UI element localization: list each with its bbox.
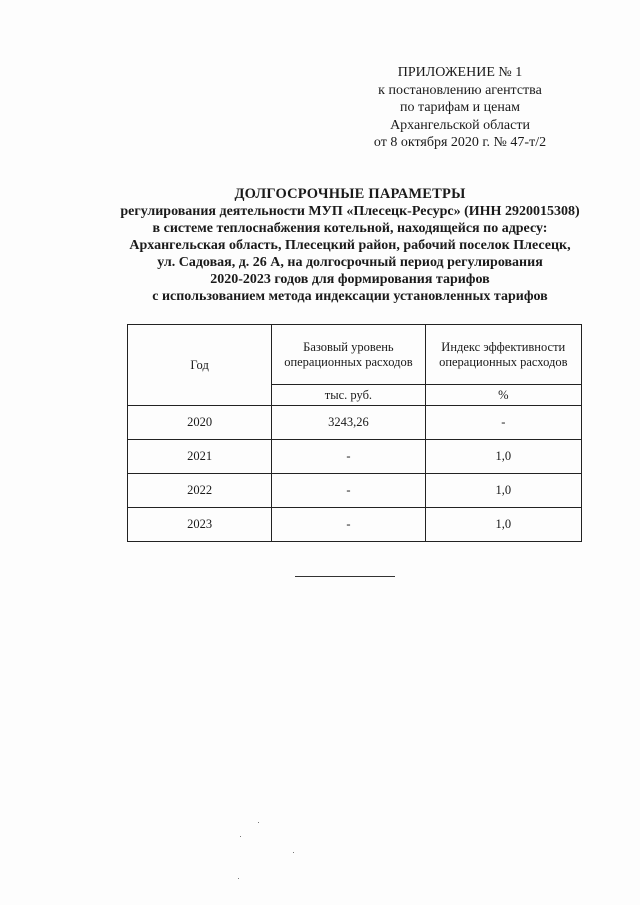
cell-base-level: 3243,26 <box>272 406 425 440</box>
title-line: 2020-2023 годов для формирования тарифов <box>210 272 490 287</box>
header-base-level: Базовый уровень операционных расходов <box>272 325 425 385</box>
title-line: в системе теплоснабжения котельной, находящейся по адресу: <box>152 221 548 236</box>
cell-base-level: - <box>272 508 425 542</box>
table-header-row <box>128 325 582 385</box>
scan-speck <box>238 878 239 879</box>
appendix-line: по тарифам и ценам <box>400 100 520 115</box>
title-line: с использованием метода индексации установленных тарифов <box>152 289 548 304</box>
appendix-title: ПРИЛОЖЕНИЕ № 1 <box>397 65 523 80</box>
closing-rule <box>295 576 395 577</box>
parameters-table <box>127 324 582 542</box>
title-line: Архангельская область, Плесецкий район, рабочий поселок Плесецк, <box>129 238 571 253</box>
cell-year: 2021 <box>128 440 272 474</box>
appendix-line: к постановлению агентства <box>378 82 542 98</box>
header-efficiency-index: Индекс эффективности операционных расходов <box>425 325 581 385</box>
cell-year: 2020 <box>128 406 272 440</box>
cell-efficiency-index: - <box>425 406 581 440</box>
appendix-line: Архангельской области <box>390 117 530 133</box>
table-row <box>128 440 582 474</box>
cell-base-level: - <box>272 474 425 508</box>
scan-speck <box>258 822 259 823</box>
cell-efficiency-index: 1,0 <box>425 508 581 542</box>
table-row <box>128 474 582 508</box>
scan-speck <box>293 852 294 853</box>
cell-year: 2023 <box>128 508 272 542</box>
title-line: регулирования деятельности МУП «Плесецк-Ресурс» (ИНН 2920015308) <box>120 204 580 219</box>
unit-efficiency-index: % <box>425 385 581 406</box>
scan-speck <box>240 836 241 837</box>
cell-efficiency-index: 1,0 <box>425 440 581 474</box>
appendix-header <box>340 64 580 152</box>
document-title-block <box>60 186 640 305</box>
document-title: ДОЛГОСРОЧНЫЕ ПАРАМЕТРЫ <box>234 186 466 202</box>
cell-base-level: - <box>272 440 425 474</box>
unit-base-level: тыс. руб. <box>272 385 425 406</box>
title-line: ул. Садовая, д. 26 А, на долгосрочный период регулирования <box>157 255 543 270</box>
cell-year: 2022 <box>128 474 272 508</box>
cell-efficiency-index: 1,0 <box>425 474 581 508</box>
table-row <box>128 406 582 440</box>
appendix-date-line: от 8 октября 2020 г. № 47-т/2 <box>373 135 547 150</box>
header-year: Год <box>128 325 272 406</box>
table-row <box>128 508 582 542</box>
